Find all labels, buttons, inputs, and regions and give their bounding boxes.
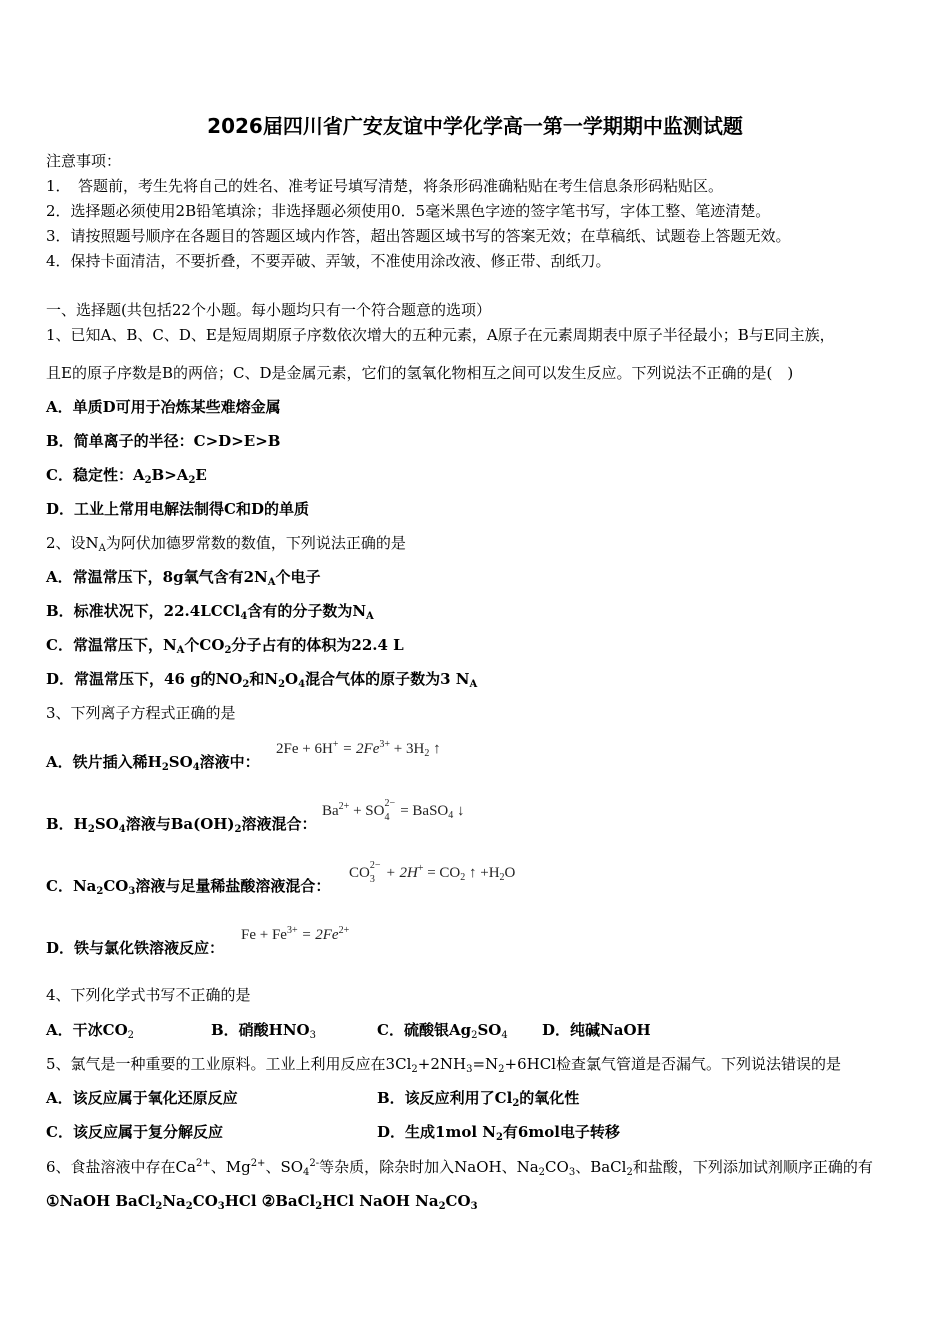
text: = 2Fe [338,741,380,757]
q3-equation-d [241,925,349,945]
superscript: 2+ [195,1158,211,1169]
q1-stem-text-1: 1、已知A、B、C、D、E是短周期原子序数依次增大的五种元素，A原子在元素周期表中原子半径最小；B与E同主族， [46,326,835,344]
text: E [195,466,207,484]
subscript: A [366,611,374,622]
subscript: 2 [87,824,95,835]
text: CO [545,1158,569,1176]
text: D．生成1mol N [377,1123,496,1141]
superscript: 3+ [286,925,298,936]
superscript: 2- [309,1158,320,1169]
text: + 2H [381,865,418,881]
superscript: 2− [369,860,381,871]
subscript: A [267,577,276,588]
q2-option-b [46,601,374,621]
q1-stem-line1 [46,325,835,345]
subscript: 2 [185,1201,193,1212]
subscript: A [469,679,478,690]
text: D．常温常压下，46 g的NO [46,670,243,688]
text: ①NaOH BaCl [46,1192,156,1210]
q6-options-line [46,1191,478,1211]
text: = CO [423,865,461,881]
q2-option-a [46,567,321,587]
text: A．铁片插入稀H [46,753,162,771]
subscript: 2 [495,1132,503,1143]
subscript: 2 [460,872,466,883]
q3-option-a [46,752,260,772]
text: 和盐酸，下列添加试剂顺序正确的有 [632,1158,873,1176]
subscript: 4 [384,812,390,823]
subscript: 4 [501,1030,508,1041]
text: A．干冰CO [46,1021,128,1039]
subscript: 3 [128,886,136,897]
q1-option-a: A．单质D可用于冶炼某些难熔金属 [46,398,281,416]
page-title: 2026届四川省广安友谊中学化学高一第一学期期中监测试题 [207,114,743,138]
subscript: 4 [240,611,248,622]
subscript: 2 [499,872,505,883]
q5-option-c: C．该反应属于复分解反应 [46,1123,223,1141]
superscript: + [417,863,424,874]
subscript: 3 [466,1064,473,1075]
text: B．该反应利用了Cl [377,1089,513,1107]
q5-option-d [377,1122,620,1142]
subscript: 2 [438,1201,446,1212]
superscript: 2− [384,798,396,809]
subscript: 3 [568,1167,576,1178]
notice-item-1: 1． 答题前，考生先将自己的姓名、准考证号填写清楚，将条形码准确粘贴在考生信息条形码粘贴区。 [46,177,724,195]
text: Fe + Fe [241,927,287,943]
subscript: 4 [118,824,126,835]
text: 有6mol电子转移 [502,1123,620,1141]
q5-stem [46,1054,841,1074]
text: 溶液与足量稀盐酸溶液混合： [135,877,331,895]
text: ↓ [453,803,465,819]
text: 、SO [265,1158,304,1176]
text: CO [192,1192,218,1210]
notice-item-2: 2．选择题必须使用2B铅笔填涂；非选择题必须使用0．5毫米黑色字迹的签字笔书写，字体工整、笔迹清楚。 [46,202,771,220]
text: 分子占有的体积为22.4 L [231,636,404,654]
subscript: 2 [96,886,104,897]
q5-option-b [377,1088,579,1108]
text: CO [349,865,370,881]
text: 个电子 [275,568,321,586]
text: ↑ +H [465,865,500,881]
text: 6、食盐溶液中存在Ca [46,1158,196,1176]
q4-option-b [211,1020,316,1040]
text: = 2Fe [297,927,339,943]
text: B．硝酸HNO [211,1021,310,1039]
ion-charge-stack [384,798,396,823]
q4-stem: 4、下列化学式书写不正确的是 [46,986,251,1004]
q1-option-c [46,465,207,485]
subscript: A [98,543,106,554]
text: SO [94,815,119,833]
q3-equation-a [276,739,441,759]
q4-option-d: D．纯碱NaOH [542,1021,651,1039]
q1-option-d: D．工业上常用电解法制得C和D的单质 [46,500,309,518]
subscript: 2 [278,679,286,690]
text: Ba [322,803,339,819]
subscript: 2 [224,645,232,656]
text: CO [445,1192,471,1210]
subscript: 2 [538,1167,546,1178]
subscript: 4 [303,1167,310,1178]
subscript: 3 [369,874,375,885]
text: 等杂质，除杂时加入NaOH、Na [319,1158,539,1176]
text: 混合气体的原子数为3 N [305,670,470,688]
text: Na [162,1192,186,1210]
text: 2Fe + 6H [276,741,333,757]
subscript: 2 [188,475,196,486]
text: O [285,670,299,688]
subscript: 3 [470,1201,478,1212]
text: C．稳定性：A [46,466,145,484]
subscript: 2 [155,1201,163,1212]
text: 的氧化性 [519,1089,580,1107]
notice-heading: 注意事项： [46,152,122,170]
text: A．常温常压下，8g氧气含有2N [46,568,268,586]
q5-option-a: A．该反应属于氧化还原反应 [46,1089,238,1107]
q2-option-c [46,635,404,655]
text: O [504,865,516,881]
subscript: 4 [192,762,200,773]
subscript: 2 [144,475,152,486]
q3-stem: 3、下列离子方程式正确的是 [46,704,236,722]
q1-option-b: B．简单离子的半径：C>D>E>B [46,432,281,450]
text: B．H [46,815,88,833]
text: =N [472,1055,499,1073]
q1-stem-text-2: 且E的原子序数是B的两倍；C、D是金属元素，它们的氢氧化物相互之间可以发生反应。下列说法不正确的是( ) [46,364,794,382]
text: 、BaCl [575,1158,627,1176]
text: HCl NaOH Na [322,1192,439,1210]
text: = BaSO [396,803,449,819]
subscript: 3 [309,1030,317,1041]
q3-option-d: D．铁与氯化铁溶液反应： [46,939,225,957]
subscript: 3 [217,1201,225,1212]
text: + SO [349,803,385,819]
notice-item-4: 4．保持卡面清洁，不要折叠，不要弄破、弄皱，不准使用涂改液、修正带、刮纸刀。 [46,252,611,270]
text: 个CO [184,636,225,654]
superscript: + [332,739,339,750]
subscript: 2 [127,1030,135,1041]
q6-stem [46,1157,873,1177]
superscript: 2+ [250,1158,266,1169]
subscript: 2 [242,679,250,690]
text: 溶液混合： [241,815,317,833]
subscript: 2 [315,1201,323,1212]
subscript: 4 [298,679,306,690]
section-heading: 一、选择题(共包括22个小题。每小题均只有一个符合题意的选项） [46,301,491,319]
text: 、Mg [210,1158,251,1176]
text: HCl ②BaCl [224,1192,316,1210]
q3-option-c [46,876,330,896]
q4-option-a [46,1020,134,1040]
subscript: 2 [498,1064,505,1075]
subscript: 2 [161,762,169,773]
text: B>A [151,466,189,484]
text: 溶液与Ba(OH) [125,815,235,833]
subscript: 2 [512,1098,520,1109]
ion-charge-stack [369,860,382,885]
superscript: 2+ [338,925,350,936]
text: + 3H [390,741,425,757]
notice-item-3: 3．请按照题号顺序在各题目的答题区域内作答，超出答题区域书写的答案无效；在草稿纸、试题卷上答题无效。 [46,227,791,245]
q3-option-b [46,814,317,834]
superscript: 2+ [338,801,350,812]
subscript: A [176,645,185,656]
text: SO [477,1021,502,1039]
text: 溶液中： [199,753,260,771]
text: 5、氯气是一种重要的工业原料。工业上利用反应在3Cl [46,1055,412,1073]
subscript: 2 [424,748,430,759]
subscript: 2 [234,824,242,835]
subscript: 2 [471,1030,478,1041]
text: SO [168,753,193,771]
q3-equation-b [322,798,465,823]
text: ↑ [429,741,441,757]
text: 为阿伏加德罗常数的数值，下列说法正确的是 [105,534,406,552]
subscript: 2 [626,1167,633,1178]
q1-stem-line2 [46,363,793,383]
subscript: 2 [411,1064,418,1075]
text: 2、设N [46,534,99,552]
superscript: 3+ [379,739,391,750]
q2-stem [46,533,406,553]
text: CO [103,877,129,895]
subscript: 4 [448,810,454,821]
q3-equation-c [349,860,516,885]
q2-option-d [46,669,477,689]
text: C．常温常压下，N [46,636,177,654]
text: +2NH [417,1055,467,1073]
text: 含有的分子数为N [247,602,367,620]
text: C．硫酸银Ag [377,1021,472,1039]
text: C．Na [46,877,97,895]
text: +6HCl检查氯气管道是否漏气。下列说法错误的是 [504,1055,842,1073]
q4-option-c [377,1020,508,1040]
text: 和N [249,670,279,688]
text: B．标准状况下，22.4LCCl [46,602,241,620]
